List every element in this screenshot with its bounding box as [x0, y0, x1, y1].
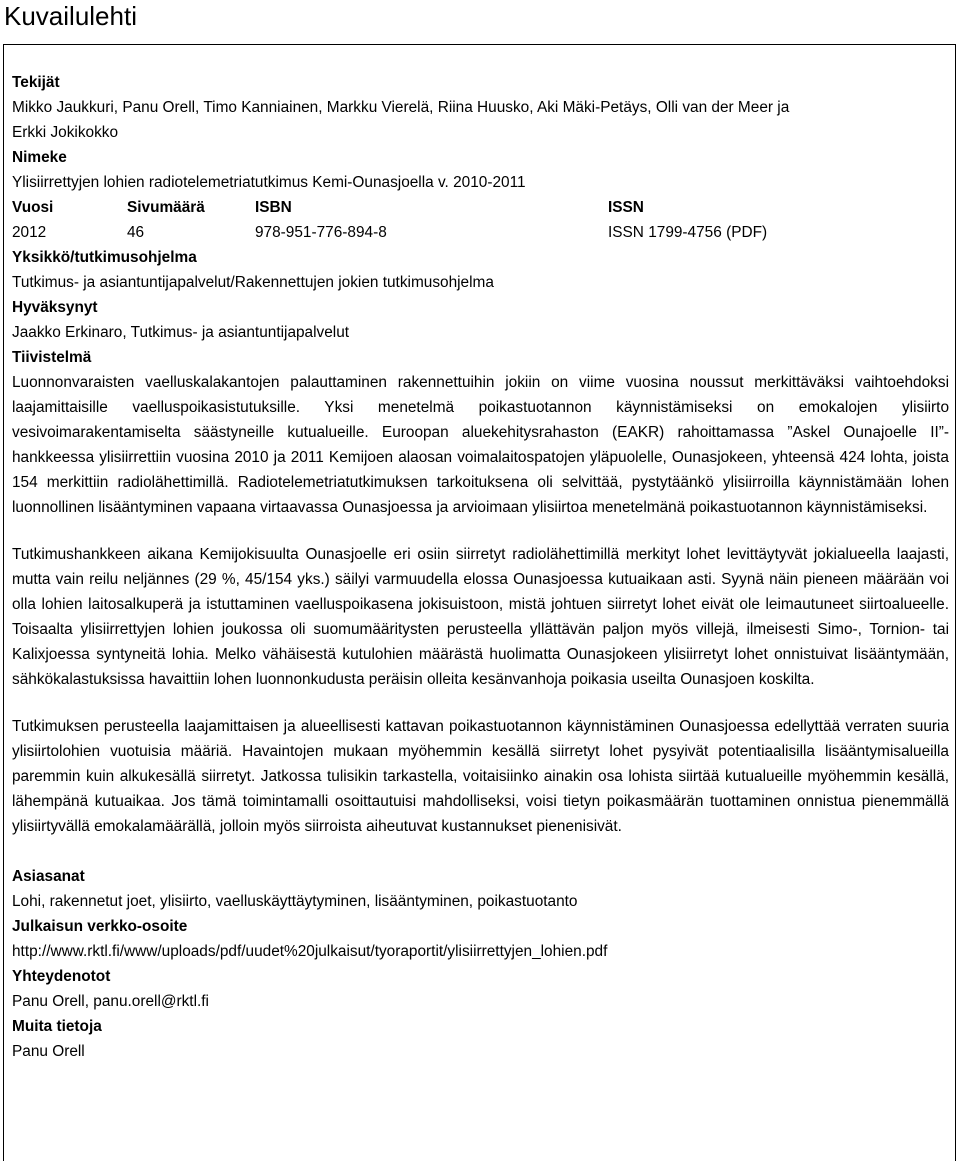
contact-value: Panu Orell, panu.orell@rktl.fi [12, 993, 209, 1010]
pages-value: 46 [127, 224, 145, 241]
abstract-paragraph-3: Tutkimuksen perusteella laajamittaisen ja alueellisesti kattavan poikastuotannon käynnistäminen Ounasjoessa edellyttää verraten suuria ylisiirtolohien vuotuisia määriä. Havaintojen mukaan myöhemmin kesällä siirretyt lohet pysyivät potentiaalisilla lisääntymisalueilla paremmin kuin alkukesällä siirretyt. Jatkossa tulisikin tarkastella, voitaisiinko ainakin osa lohista siirtää kutualueille myöhemmin kesällä, lähempänä kutuaikaa. Jos tämä toimintamalli osoittautuisi mahdolliseksi, voisi tietyn poikasmäärän tuottaminen onnistua pienemmällä ylisiirtyvällä emokalamäärällä, jolloin myös siirroista aiheutuvat kustannukset pienenisivät. [12, 718, 949, 835]
year-label: Vuosi [12, 199, 54, 216]
description-content [12, 70, 949, 1064]
contact-label: Yhteydenotot [12, 968, 111, 985]
authors-line-2: Erkki Jokikokko [12, 124, 119, 141]
name-value: Ylisiirrettyjen lohien radiotelemetriatutkimus Kemi-Ounasjoella v. 2010-2011 [12, 174, 526, 191]
isbn-label: ISBN [255, 199, 292, 216]
isbn-value: 978-951-776-894-8 [255, 224, 387, 241]
other-info-value: Panu Orell [12, 1043, 85, 1060]
abstract-label: Tiivistelmä [12, 349, 92, 366]
url-label: Julkaisun verkko-osoite [12, 918, 188, 935]
issn-label: ISSN [608, 199, 644, 216]
other-info-label: Muita tietoja [12, 1018, 102, 1035]
authors-line-1: Mikko Jaukkuri, Panu Orell, Timo Kanniainen, Markku Vierelä, Riina Huusko, Aki Mäki-Petäys, Olli van der Meer ja [12, 99, 790, 116]
approved-value: Jaakko Erkinaro, Tutkimus- ja asiantuntijapalvelut [12, 324, 350, 341]
abstract-paragraph-1: Luonnonvaraisten vaelluskalakantojen palauttaminen rakennettuihin jokiin on viime vuosina noussut merkittäväksi vaihtoehdoksi laajamittaisille vaelluspoikasistutuksille. Yksi menetelmä poikastuotannon käynnistämiseksi on emokalojen ylisiirto vesivoimarakentamiselta säästyneille kutualueille. Euroopan aluekehitysrahaston (EAKR) rahoittamassa ”Askel Ounajoelle II”-hankkeessa ylisiirrettiin vuosina 2010 ja 2011 Kemijoen alaosan voimalaitospatojen yläpuolelle, Ounasjokeen, yhteensä 424 lohta, joista 154 merkittiin radiolähettimillä. Radiotelemetriatutkimuksen tarkoituksena oli selvittää, pystytäänkö ylisiirroilla käynnistämään lohen luonnollinen lisääntyminen vapaana virtaavassa Ounasjoessa ja arvioimaan ylisiirtoa menetelmänä poikastuotannon käynnistämiseksi. [12, 374, 949, 516]
approved-label: Hyväksynyt [12, 299, 98, 316]
section-spacer [12, 839, 949, 864]
meta-values-row [12, 220, 949, 245]
year-value: 2012 [12, 224, 47, 241]
pages-label: Sivumäärä [127, 199, 205, 216]
authors-label: Tekijät [12, 74, 60, 91]
meta-labels-row [12, 195, 949, 220]
paragraph-spacer [12, 692, 949, 714]
keywords-value: Lohi, rakennetut joet, ylisiirto, vaelluskäyttäytyminen, lisääntyminen, poikastuotanto [12, 893, 578, 910]
name-label: Nimeke [12, 149, 67, 166]
page-title: Kuvailulehti [4, 1, 137, 31]
publication-url-link[interactable]: http://www.rktl.fi/www/uploads/pdf/uudet%20julkaisut/tyoraportit/ylisiirrettyjen_lohien.pdf [12, 943, 608, 960]
abstract-paragraph-2: Tutkimushankkeen aikana Kemijokisuulta Ounasjoelle eri osiin siirretyt radiolähettimillä merkityt lohet levittäytyvät jokialueella laajasti, mutta vain reilu neljännes (29 %, 45/154 yks.) säilyi varmuudella elossa Ounasjoessa kutuaikaan asti. Syynä näin pieneen määrään voi olla lohien laitosalkuperä ja istuttaminen vaelluspoikasena jokisuistoon, mistä johtuen siirretyt lohet eivät ole leimautuneet siirtoalueelle. Toisaalta ylisiirrettyjen lohien joukossa oli suomumääritysten perusteella yllättävän paljon myös villejä, ilmeisesti Simo-, Tornion- tai Kalixjoessa syntyneitä lohia. Melko vähäisestä kutulohien määrästä huolimatta Ounasjokeen ylisiirretyt lohet onnistuivat lisääntymään, sähkökalastuksissa havaittiin lohen luonnonkudusta peräisin olleita kesänvanhoja poikasia useilta Ounasjoen koskilta. [12, 546, 949, 688]
unit-label: Yksikkö/tutkimusohjelma [12, 249, 197, 266]
paragraph-spacer [12, 520, 949, 542]
issn-value: ISSN 1799-4756 (PDF) [608, 224, 768, 241]
unit-value: Tutkimus- ja asiantuntijapalvelut/Rakennettujen jokien tutkimusohjelma [12, 274, 494, 291]
keywords-label: Asiasanat [12, 868, 85, 885]
